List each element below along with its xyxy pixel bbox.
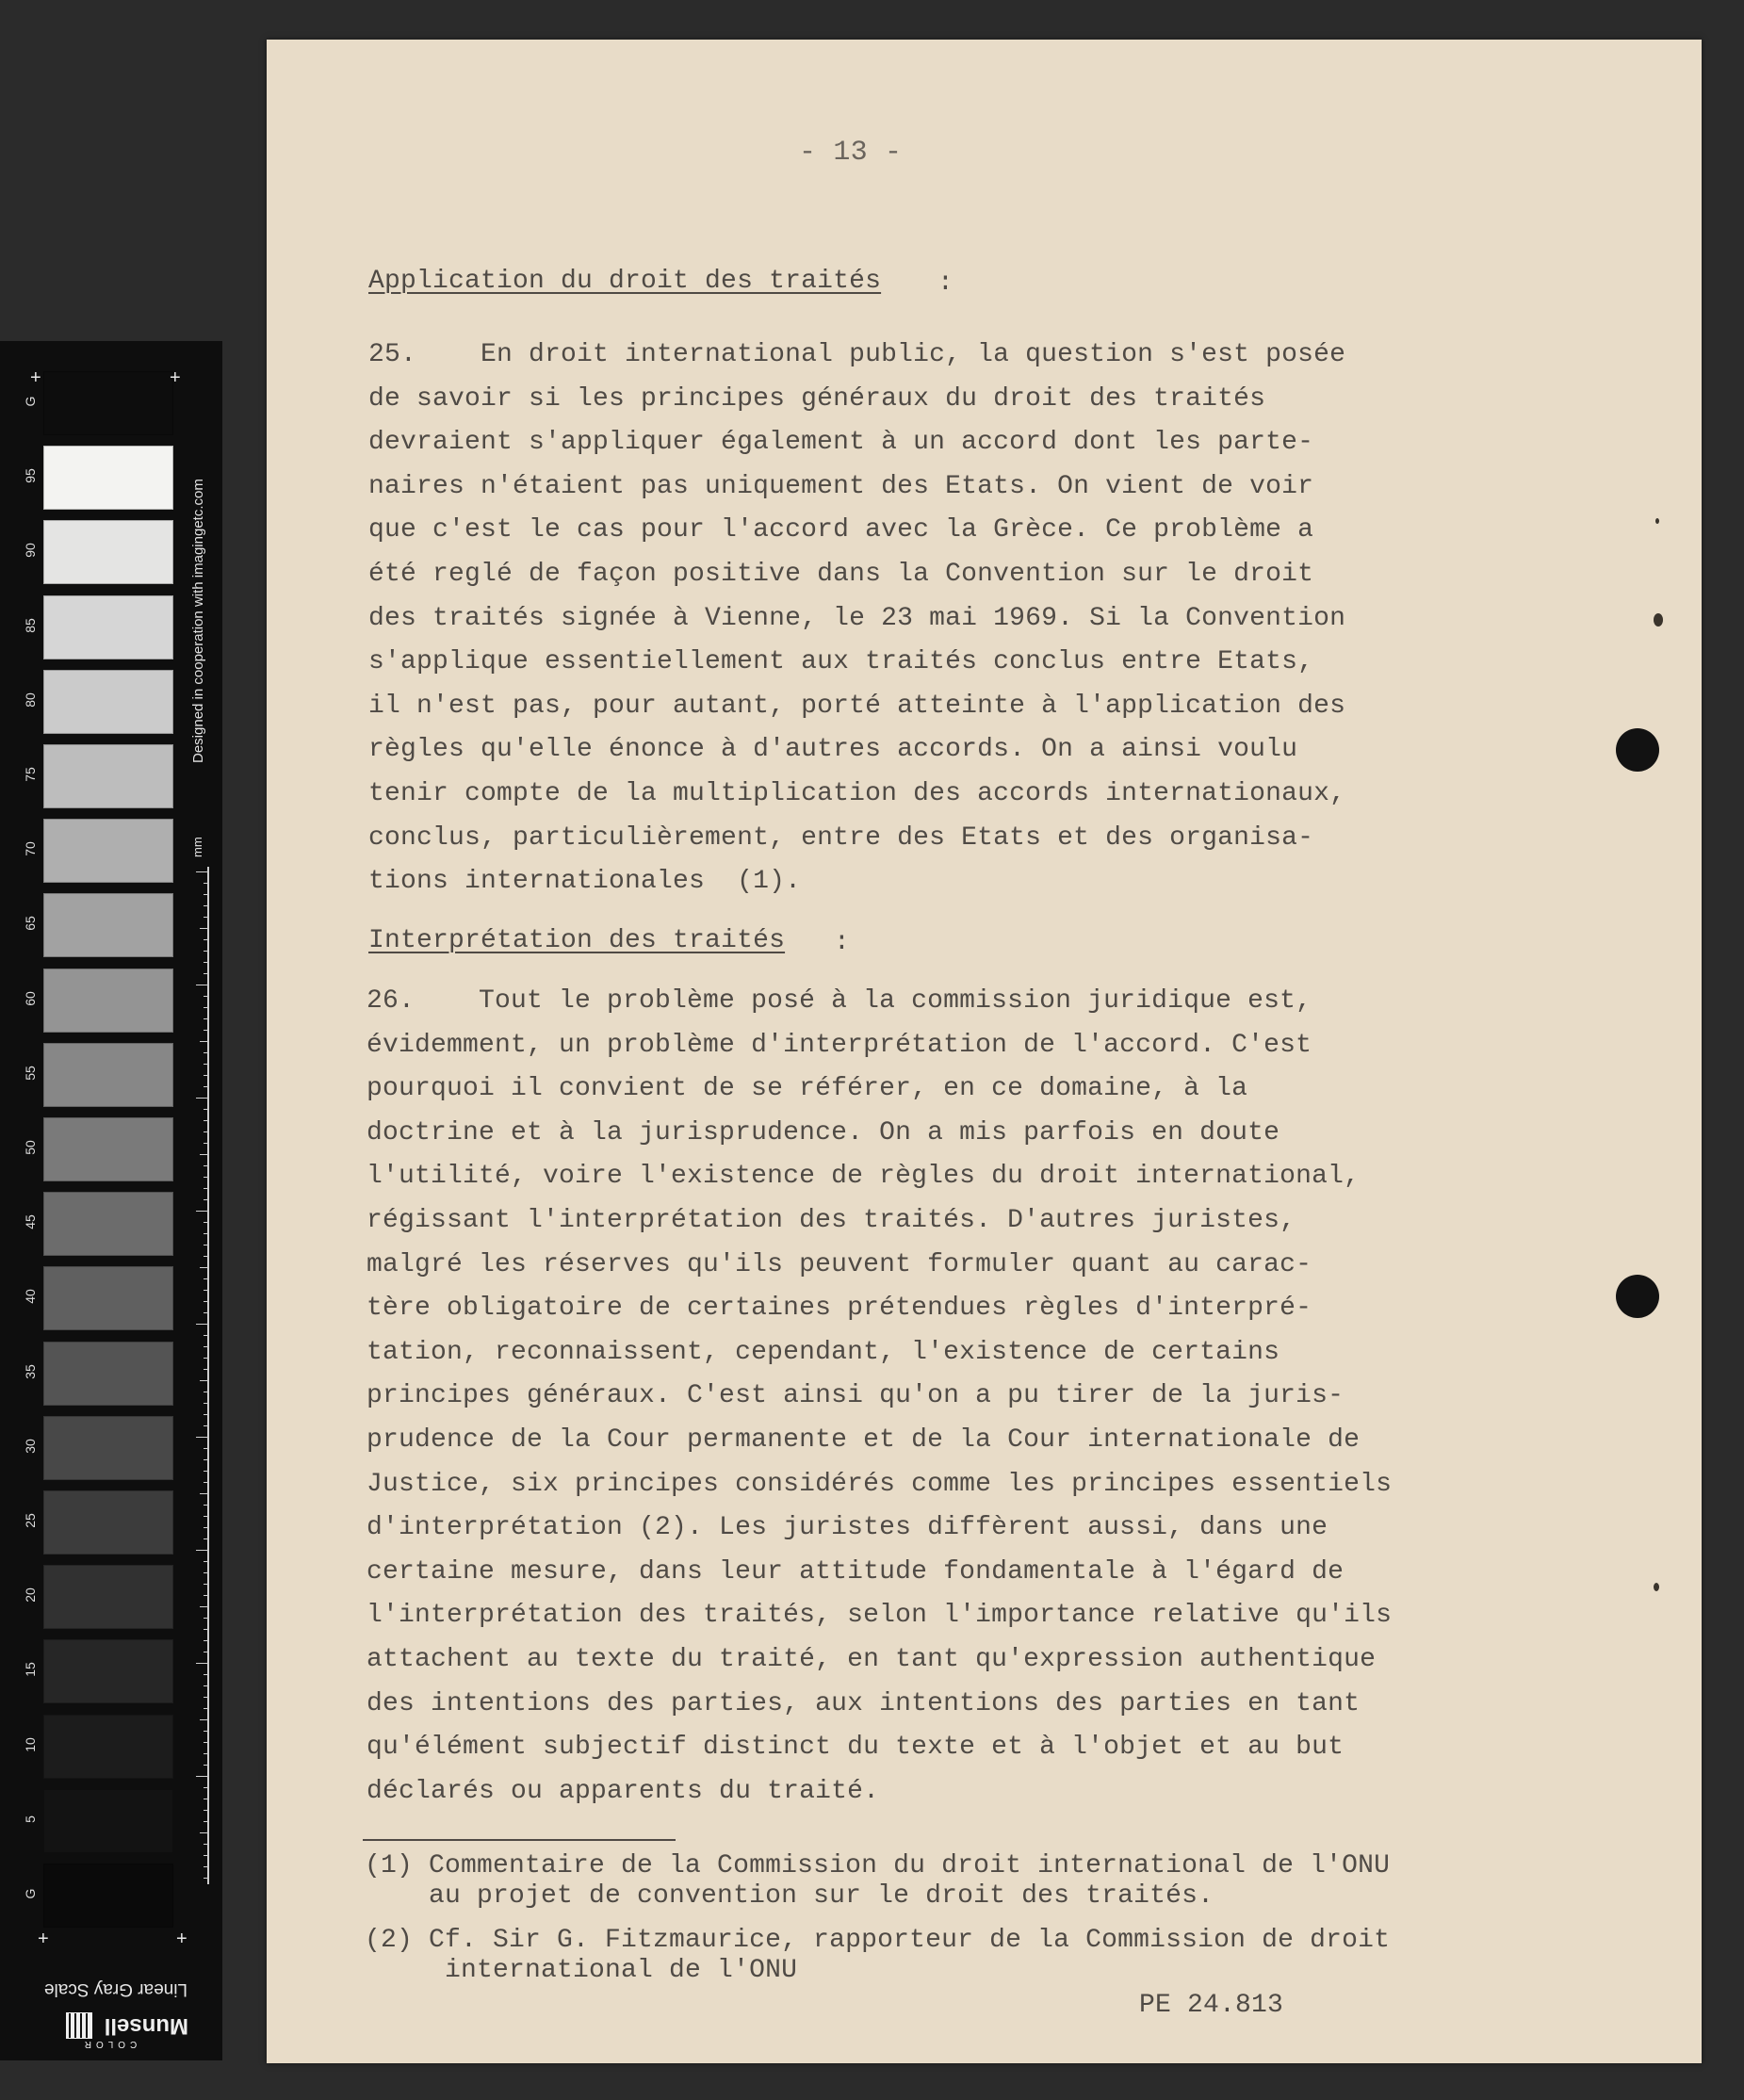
- ruler-tick: [204, 1222, 209, 1223]
- swatch-label: 25: [23, 1513, 38, 1528]
- ruler-tick: [204, 1866, 209, 1867]
- ruler-tick: [204, 1256, 209, 1257]
- ruler-tick: [204, 1787, 209, 1788]
- plus-mark: +: [176, 1929, 187, 1949]
- gray-swatch: [43, 1639, 173, 1703]
- ruler-tick: [200, 1154, 209, 1155]
- brand-sub: COLOR: [79, 2039, 138, 2049]
- ruler-tick: [204, 1810, 209, 1811]
- ruler-tick: [204, 894, 209, 895]
- ruler-tick: [204, 1561, 209, 1562]
- ruler-tick: [204, 1064, 209, 1065]
- swatch-label: 35: [23, 1363, 38, 1379]
- section-heading-interpretation: Interprétation des traités: [368, 926, 786, 955]
- ruler-tick: [204, 1674, 209, 1675]
- page-number: - 13 -: [799, 137, 903, 169]
- ruler-tick: [204, 1143, 209, 1144]
- ruler-tick: [204, 1346, 209, 1347]
- text-line: tère obligatoire de certaines prétendues règles d'interpré-: [367, 1294, 1312, 1324]
- footnote-2: [365, 1926, 1390, 1986]
- ruler-tick: [196, 1098, 209, 1099]
- document-page: [267, 40, 1702, 2063]
- ruler-tick: [204, 1685, 209, 1686]
- punch-hole: [1616, 1275, 1659, 1318]
- text-line: déclarés ou apparents du traité.: [367, 1776, 880, 1806]
- text-line: (1) Commentaire de la Commission du droit international de l'ONU: [365, 1851, 1391, 1880]
- ruler-tick: [204, 1075, 209, 1076]
- gray-swatch: [43, 1043, 173, 1107]
- swatch-label: 90: [23, 543, 38, 559]
- ruler-tick: [196, 1663, 209, 1664]
- ruler-tick: [204, 1109, 209, 1110]
- ruler-tick: [204, 1233, 209, 1234]
- footnote-1: [365, 1851, 1390, 1912]
- gray-swatch: [43, 1565, 173, 1629]
- ruler-tick: [204, 1697, 209, 1698]
- text-line: naires n'étaient pas uniquement des Etats. On vient de voir: [368, 471, 1314, 501]
- scale-title: Linear Gray Scale: [43, 1979, 188, 1999]
- ink-speck: [1655, 518, 1659, 524]
- heading-colon: :: [937, 269, 954, 298]
- ruler-tick: [204, 905, 209, 906]
- ruler-tick: [204, 996, 209, 997]
- ruler-tick: [200, 1719, 209, 1720]
- swatch-label: 45: [23, 1214, 38, 1229]
- ink-speck: [1654, 1583, 1659, 1591]
- ruler-tick: [204, 1471, 209, 1472]
- ruler-tick: [204, 1765, 209, 1766]
- swatch-label: 50: [23, 1140, 38, 1155]
- swatch-label: 55: [23, 1066, 38, 1081]
- text-line: règles qu'elle énonce à d'autres accords. On a ainsi voulu: [368, 735, 1298, 765]
- ruler-tick: [204, 1120, 209, 1121]
- swatch-label: 20: [23, 1587, 38, 1603]
- heading-colon: :: [834, 928, 851, 957]
- swatch-label: 70: [23, 841, 38, 856]
- swatch-label: 95: [23, 468, 38, 483]
- ruler-tick: [204, 939, 209, 940]
- ruler-tick: [200, 1041, 209, 1042]
- ruler-tick: [204, 883, 209, 884]
- ruler-tick: [196, 1437, 209, 1438]
- ruler-tick: [204, 1199, 209, 1200]
- text-line: malgré les réserves qu'ils peuvent formuler quant au carac-: [367, 1249, 1312, 1279]
- ruler-tick: [204, 1878, 209, 1879]
- munsell-logo: [38, 2011, 188, 2049]
- scale-credit: Designed in cooperation with imagingetc.com: [190, 479, 206, 763]
- ruler-tick: [204, 1572, 209, 1573]
- text-line: international de l'ONU: [365, 1956, 798, 1985]
- ruler-tick: [196, 1324, 209, 1325]
- text-line: tions internationales (1).: [368, 867, 802, 897]
- ruler-tick: [204, 1640, 209, 1641]
- text-line: de savoir si les principes généraux du droit des traités: [368, 383, 1266, 414]
- text-line: l'interprétation des traités, selon l'importance relative qu'ils: [367, 1601, 1393, 1631]
- ruler-tick: [204, 1018, 209, 1019]
- ruler-tick: [204, 962, 209, 963]
- text-line: été reglé de façon positive dans la Convention sur le droit: [368, 559, 1314, 589]
- ruler-tick: [204, 1629, 209, 1630]
- gray-swatch: [43, 1715, 173, 1779]
- ruler-tick: [204, 1505, 209, 1506]
- text-line: régissant l'interprétation des traités. D'autres juristes,: [367, 1205, 1296, 1235]
- gray-swatch: [43, 1416, 173, 1480]
- section-heading-application: Application du droit des traités: [368, 267, 882, 296]
- gray-swatch: [43, 969, 173, 1033]
- gray-swatch: [43, 371, 173, 435]
- paragraph-25: [368, 334, 1345, 904]
- ruler-tick: [196, 871, 209, 872]
- ruler-tick: [200, 1606, 209, 1607]
- text-line: 26. Tout le problème posé à la commission juridique est,: [367, 986, 1312, 1016]
- ruler-tick: [204, 1538, 209, 1539]
- swatch-label: G: [23, 396, 38, 407]
- ruler-tick: [204, 1177, 209, 1178]
- text-line: (2) Cf. Sir G. Fitzmaurice, rapporteur de la Commission de droit: [365, 1926, 1391, 1955]
- gray-swatch: [43, 1117, 173, 1181]
- ruler-tick: [204, 1527, 209, 1528]
- swatch-label: 30: [23, 1439, 38, 1454]
- text-line: s'applique essentiellement aux traités conclus entre Etats,: [368, 647, 1314, 677]
- ruler-tick: [204, 1335, 209, 1336]
- gray-scale-strip: [0, 341, 222, 2060]
- text-line: au projet de convention sur le droit des traités.: [365, 1881, 1214, 1911]
- ruler-tick: [196, 1211, 209, 1212]
- text-line: d'interprétation (2). Les juristes diffèrent aussi, dans une: [367, 1513, 1328, 1543]
- plus-mark: +: [170, 367, 181, 388]
- footnote-rule: [363, 1839, 676, 1841]
- swatch-label: 15: [23, 1662, 38, 1678]
- gray-swatch: [43, 1342, 173, 1406]
- text-line: des traités signée à Vienne, le 23 mai 1969. Si la Convention: [368, 603, 1346, 633]
- swatch-label: 5: [23, 1815, 38, 1823]
- ruler-tick: [204, 1131, 209, 1132]
- ruler-tick: [196, 1776, 209, 1777]
- text-line: que c'est le cas pour l'accord avec la Grèce. Ce problème a: [368, 515, 1314, 545]
- ruler-unit: mm: [190, 837, 204, 857]
- gray-swatch: [43, 819, 173, 883]
- swatch-label: 85: [23, 617, 38, 633]
- ruler-tick: [204, 1516, 209, 1517]
- ruler-tick: [204, 1358, 209, 1359]
- ruler-tick: [204, 1278, 209, 1279]
- ruler-tick: [204, 1414, 209, 1415]
- text-line: l'utilité, voire l'existence de règles du droit international,: [367, 1162, 1361, 1192]
- brand-name: Munsell: [104, 2013, 188, 2039]
- gray-swatch: [43, 893, 173, 957]
- ruler-tick: [204, 1708, 209, 1709]
- text-line: principes généraux. C'est ainsi qu'on a pu tirer de la juris-: [367, 1381, 1345, 1411]
- text-line: Justice, six principes considérés comme les principes essentiels: [367, 1469, 1393, 1499]
- ruler-tick: [204, 1369, 209, 1370]
- swatch-label: 60: [23, 990, 38, 1006]
- ruler-tick: [204, 1618, 209, 1619]
- text-line: qu'élément subjectif distinct du texte et à l'objet et au but: [367, 1733, 1345, 1763]
- ruler-tick: [204, 1086, 209, 1087]
- ruler-tick: [204, 1844, 209, 1845]
- ruler-tick: [204, 1007, 209, 1008]
- punch-hole: [1616, 728, 1659, 772]
- text-line: devraient s'appliquer également à un accord dont les parte-: [368, 428, 1314, 458]
- ruler-tick: [204, 1312, 209, 1313]
- ruler-tick: [204, 1052, 209, 1053]
- text-line: prudence de la Cour permanente et de la Cour internationale de: [367, 1424, 1361, 1455]
- text-line: conclus, particulièrement, entre des Etats et des organisa-: [368, 822, 1314, 853]
- ruler-tick: [200, 1380, 209, 1381]
- text-line: tenir compte de la multiplication des accords internationaux,: [368, 778, 1346, 808]
- paragraph-26: [367, 980, 1392, 1814]
- ruler-tick: [204, 1595, 209, 1596]
- mm-ruler: [207, 867, 209, 1884]
- ruler-tick: [204, 973, 209, 974]
- ruler-tick: [204, 917, 209, 918]
- ruler-tick: [204, 1403, 209, 1404]
- gray-swatch: [43, 1266, 173, 1330]
- gray-swatch: [43, 446, 173, 510]
- gray-swatch: [43, 744, 173, 808]
- text-line: doctrine et à la jurisprudence. On a mis parfois en doute: [367, 1117, 1280, 1148]
- brand-grid-icon: [66, 2012, 92, 2039]
- ruler-tick: [204, 1030, 209, 1031]
- ruler-tick: [204, 1188, 209, 1189]
- gray-swatch: [43, 520, 173, 584]
- document-reference: PE 24.813: [1139, 1991, 1284, 2020]
- ruler-tick: [204, 1821, 209, 1822]
- gray-swatch: [43, 1192, 173, 1256]
- gray-swatch: [43, 1864, 173, 1928]
- swatch-label: 80: [23, 692, 38, 708]
- ruler-tick: [204, 1459, 209, 1460]
- swatch-label: 40: [23, 1289, 38, 1305]
- ruler-tick: [204, 1855, 209, 1856]
- ruler-tick: [200, 1832, 209, 1833]
- text-line: tation, reconnaissent, cependant, l'existence de certains: [367, 1337, 1280, 1367]
- ruler-tick: [196, 1550, 209, 1551]
- ruler-tick: [204, 1482, 209, 1483]
- swatch-label: G: [23, 1888, 38, 1899]
- ruler-tick: [204, 1290, 209, 1291]
- ink-speck: [1654, 613, 1663, 627]
- ruler-tick: [204, 1584, 209, 1585]
- text-line: il n'est pas, pour autant, porté atteinte à l'application des: [368, 691, 1346, 721]
- text-line: des intentions des parties, aux intentions des parties en tant: [367, 1688, 1361, 1718]
- swatch-label: 10: [23, 1736, 38, 1752]
- ruler-tick: [204, 951, 209, 952]
- ruler-tick: [204, 1448, 209, 1449]
- ruler-tick: [204, 1301, 209, 1302]
- text-line: pourquoi il convient de se référer, en ce domaine, à la: [367, 1074, 1248, 1104]
- ruler-tick: [200, 928, 209, 929]
- ruler-tick: [200, 1493, 209, 1494]
- text-line: attachent au texte du traité, en tant qu'expression authentique: [367, 1644, 1377, 1674]
- gray-swatch: [43, 1490, 173, 1555]
- ruler-tick: [204, 1742, 209, 1743]
- gray-swatch: [43, 595, 173, 659]
- text-line: évidemment, un problème d'interprétation de l'accord. C'est: [367, 1030, 1312, 1060]
- swatch-label: 65: [23, 916, 38, 932]
- plus-mark: +: [30, 367, 41, 388]
- swatch-label: 75: [23, 767, 38, 782]
- text-line: 25. En droit international public, la question s'est posée: [368, 340, 1346, 369]
- ruler-tick: [204, 1165, 209, 1166]
- gray-swatch: [43, 1789, 173, 1853]
- gray-swatch: [43, 670, 173, 734]
- ruler-tick: [200, 1267, 209, 1268]
- plus-mark: +: [38, 1929, 49, 1949]
- ruler-tick: [204, 1425, 209, 1426]
- ruler-tick: [204, 1753, 209, 1754]
- ruler-tick: [204, 1731, 209, 1732]
- text-line: certaine mesure, dans leur attitude fondamentale à l'égard de: [367, 1556, 1345, 1587]
